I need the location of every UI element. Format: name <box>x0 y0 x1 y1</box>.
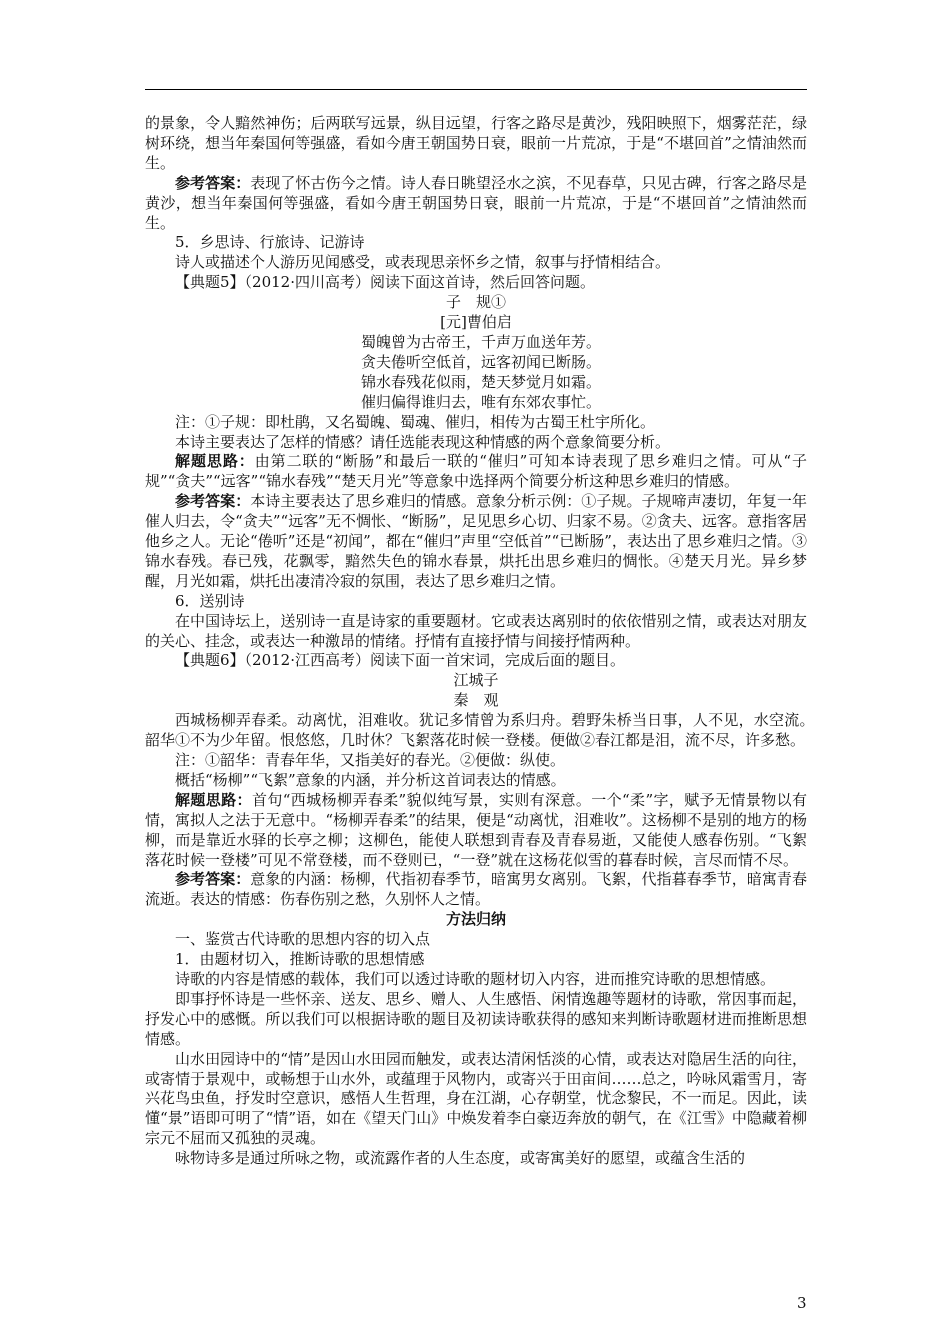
page-number: 3 <box>797 1294 807 1312</box>
question-intro: 【典题5】（2012·四川高考）阅读下面这首诗，然后回答问题。 <box>175 273 595 292</box>
question: 本诗主要表达了怎样的情感？请任选能表现这种情感的两个意象简要分析。 <box>175 432 671 451</box>
paragraph: 在中国诗坛上，送别诗一直是诗家的重要题材。它或表达离别时的依依惜别之情，或表达对朋友的关心、挂念，或表达一种激昂的情绪。抒情有直接抒情与间接抒情两种。 <box>145 611 807 650</box>
poem-body: 西城杨柳弄春柔。动离忧，泪难收。犹记多情曾为系归舟。碧野朱桥当日事，人不见，水空流。 韶华①不为少年留。恨悠悠，几时休？飞絮落花时候一登楼。便做②春江都是泪，流不尽，许多愁。 <box>145 711 838 750</box>
poem-line: 锦水春残花似雨，楚天梦觉月如霜。 <box>360 372 601 391</box>
answer-label: 参考答案： <box>175 870 251 889</box>
paragraph: 参考答案：表现了怀古伤今之情。诗人春日眺望泾水之滨，不见春草，只见古碑，行客之路尽是黄沙，想当年秦国何等强盛，看如今唐王朝国势日衰，眼前一片荒凉，于是“不堪回首”之情油然而生。 <box>145 173 807 232</box>
section-heading: 6．送别诗 <box>175 591 245 610</box>
poem-line: 蜀魄曾为古帝王，千声万血送年芳。 <box>360 332 601 351</box>
paragraph: 参考答案：本诗主要表达了思乡难归的情感。意象分析示例：①子规。子规啼声凄切，年复一年催人归去，令“贪夫”“远客”无不惆怅、“断肠”，足见思乡心切、归家不易。②贪夫、远客。意指客居他乡之人。无论“倦听”还是“初闻”，都在“催归”声里“空低首”“已断肠”，表达出了思乡难归之情。③锦水春残。春已残，花飘零，黯然失色的锦水春景，烘托出思乡难归的惆怅。④楚天月光。异乡梦醒，月光如霜，烘托出凄清冷寂的氛围，表达了思乡难归之情。 <box>145 492 807 590</box>
paragraph: 即事抒怀诗是一些怀亲、送友、思乡、赠人、人生感悟、闲情逸趣等题材的诗歌，常因事而起，抒发心中的感慨。所以我们可以根据诗歌的题目及初读诗歌获得的感知来判断诗歌题材进而推断思想情感。 <box>145 989 807 1048</box>
section-heading: 1．由题材切入，推断诗歌的思想情感 <box>175 950 425 969</box>
question-intro: 【典题6】（2012·江西高考）阅读下面一首宋词，完成后面的题目。 <box>175 651 625 670</box>
answer-label: 参考答案： <box>175 173 251 192</box>
section-heading: 一、鉴赏古代诗歌的思想内容的切入点 <box>175 930 431 949</box>
poem-author: [元]曹伯启 <box>440 313 512 332</box>
paragraph: 诗歌的内容是情感的载体，我们可以透过诗歌的题材切入内容，进而推究诗歌的思想情感。 <box>175 969 776 988</box>
section-heading: 5．乡思诗、行旅诗、记游诗 <box>175 233 365 252</box>
hint-label: 解题思路： <box>175 790 252 809</box>
poem-line: 贪夫倦听空低首，远客初闻已断肠。 <box>360 352 601 371</box>
document-body <box>145 114 838 1169</box>
paragraph: 山水田园诗中的“情”是因山水田园而触发，或表达清闲恬淡的心情，或表达对隐居生活的向往，或寄情于景观中，或畅想于山水外，或蕴理于风物内，或寄兴于田亩间……总之，吟咏风霜雪月，寄兴花鸟虫鱼，抒发时空意识，感悟人生哲理，身在江湖，心存朝堂，忧念黎民，不一而足。因此，读懂“景”语即可明了“情”语，如在《望天门山》中焕发着李白豪迈奔放的朝气，在《江雪》中隐藏着柳宗元不屈而又孤独的灵魂。 <box>145 1049 807 1148</box>
poem-note: 注：①子规：即杜鹃，又名蜀魄、蜀魂、催归，相传为古蜀王杜宇所化。 <box>175 412 656 431</box>
paragraph: 解题思路：由第二联的“断肠”和最后一联的“催归”可知本诗表现了思乡难归之情。可从“子规”“贪夫”“远客”“锦水春残”“楚天月光”等意象中选择两个简要分析这种思乡难归的情感。 <box>145 452 807 491</box>
poem-author: 秦 观 <box>453 691 499 710</box>
paragraph: 诗人或描述个人游历见闻感受，或表现思亲怀乡之情，叙事与抒情相结合。 <box>175 253 671 272</box>
poem-note: 注：①韶华：青春年华，又指美好的春光。②便做：纵使。 <box>175 751 566 769</box>
method-heading: 方法归纳 <box>445 910 506 929</box>
header-rule <box>145 89 807 90</box>
paragraph: 的景象，令人黯然神伤；后两联写远景，纵目远望，行客之路尽是黄沙，残阳映照下，烟雾茫茫，绿树环绕，想当年秦国何等强盛，看如今唐王朝国势日衰，眼前一片荒凉，于是“不堪回首”之情油然而生。 <box>145 114 807 172</box>
poem-line: 催归偏得谁归去，唯有东郊农事忙。 <box>360 392 601 411</box>
paragraph: 参考答案：意象的内涵：杨柳，代指初春季节，暗寓男女离别。飞絮，代指暮春季节，暗寓青春流逝。表达的情感：伤春伤别之愁，久别怀人之情。 <box>145 870 807 909</box>
answer-label: 参考答案： <box>175 492 251 511</box>
poem-title: 江城子 <box>453 671 499 690</box>
hint-label: 解题思路： <box>175 452 255 471</box>
paragraph: 咏物诗多是通过所咏之物，或流露作者的人生态度，或寄寓美好的愿望，或蕴含生活的 <box>175 1149 746 1168</box>
question: 概括“杨柳”“飞絮”意象的内涵，并分析这首词表达的情感。 <box>175 770 566 789</box>
paragraph: 解题思路：首句“西城杨柳弄春柔”貌似纯写景，实则有深意。一个“柔”字，赋予无情景物以有情，寓拟人之法于无意中。“杨柳弄春柔”的结果，便是“动离忧，泪难收”。这杨柳不是别的地方的杨柳，而是靠近水驿的长亭之柳；这柳色，能使人联想到青春及青春易逝，又能使人感春伤别。“飞絮落花时候一登楼”可见不常登楼，而不登则已，“一登”就在这杨花似雪的暮春时候，言尽而情不尽。 <box>145 790 807 869</box>
poem-title: 子 规① <box>445 293 506 312</box>
